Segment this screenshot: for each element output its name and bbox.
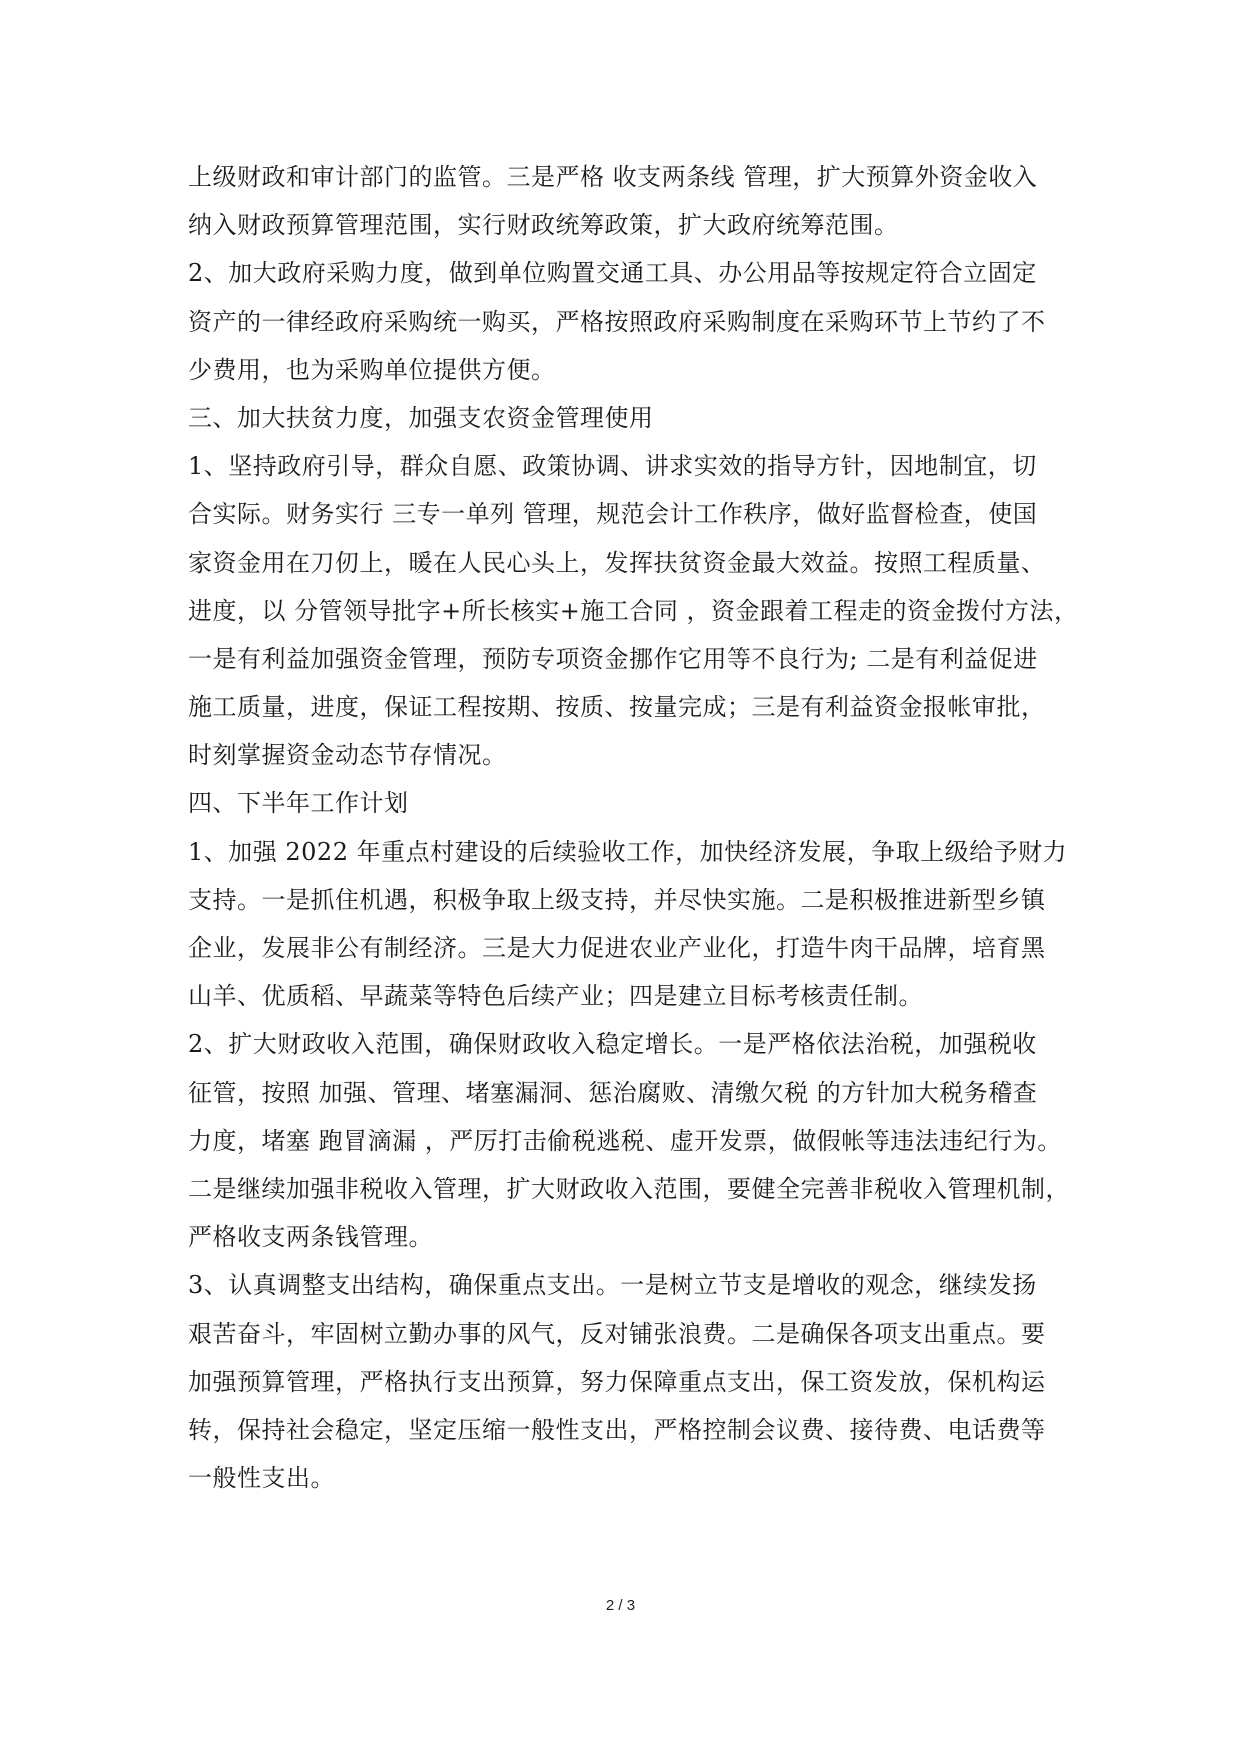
text-line: 纳入财政预算管理范围，实行财政统筹政策，扩大政府统筹范围。 <box>188 211 899 240</box>
text-line: 1、坚持政府引导，群众自愿、政策协调、讲求实效的指导方针，因地制宜，切 <box>188 452 1037 481</box>
text-line: 3、认真调整支出结构，确保重点支出。一是树立节支是增收的观念，继续发扬 <box>188 1271 1037 1300</box>
text-line: 进度，以 分管领导批字+所长核实+施工合同 ，资金跟着工程走的资金拨付方法， <box>188 596 1079 625</box>
text-line: 支持。一是抓住机遇，积极争取上级支持，并尽快实施。二是积极推进新型乡镇 <box>188 885 1046 914</box>
section-heading: 四、下半年工作计划 <box>188 789 409 818</box>
text-line: 山羊、优质稻、早蔬菜等特色后续产业；四是建立目标考核责任制。 <box>188 982 923 1011</box>
text-line: 一是有利益加强资金管理，预防专项资金挪作它用等不良行为; 二是有利益促进 <box>188 644 1038 673</box>
text-line: 企业，发展非公有制经济。三是大力促进农业产业化，打造牛肉干品牌，培育黑 <box>188 934 1046 962</box>
text-line: 2、加大政府采购力度，做到单位购置交通工具、办公用品等按规定符合立固定 <box>188 259 1037 288</box>
text-line: 力度，堵塞 跑冒滴漏 ，严厉打击偷税逃税、虚开发票，做假帐等违法违纪行为。 <box>188 1126 1062 1155</box>
section-heading: 三、加大扶贫力度，加强支农资金管理使用 <box>188 403 654 432</box>
page-number: 2 / 3 <box>605 1597 636 1614</box>
document-body <box>188 153 1079 1502</box>
text-line: 家资金用在刀仞上，暖在人民心头上，发挥扶贫资金最大效益。按照工程质量、 <box>188 548 1046 577</box>
text-line: 少费用，也为采购单位提供方便。 <box>188 355 556 384</box>
text-line: 施工质量，进度，保证工程按期、按质、按量完成；三是有利益资金报帐审批， <box>188 693 1046 722</box>
text-line: 转，保持社会稳定，坚定压缩一般性支出，严格控制会议费、接待费、电话费等 <box>188 1415 1046 1444</box>
text-line: 合实际。财务实行 三专一单列 管理，规范会计工作秩序，做好监督检查，使国 <box>188 500 1038 529</box>
text-line: 加强预算管理，严格执行支出预算，努力保障重点支出，保工资发放，保机构运 <box>188 1367 1046 1396</box>
text-line: 资产的一律经政府采购统一购买，严格按照政府采购制度在采购环节上节约了不 <box>188 307 1046 336</box>
text-line: 时刻掌握资金动态节存情况。 <box>188 741 507 770</box>
text-line: 2、扩大财政收入范围，确保财政收入稳定增长。一是严格依法治税，加强税收 <box>188 1030 1037 1059</box>
text-line: 上级财政和审计部门的监管。三是严格 收支两条线 管理，扩大预算外资金收入 <box>188 163 1038 191</box>
text-line: 二是继续加强非税收入管理，扩大财政收入范围，要健全完善非税收入管理机制， <box>188 1174 1070 1203</box>
text-line: 1、加强 2022 年重点村建设的后续验收工作，加快经济发展，争取上级给予财力 <box>188 837 1068 866</box>
text-line: 艰苦奋斗，牢固树立勤办事的风气，反对铺张浪费。二是确保各项支出重点。要 <box>188 1319 1046 1348</box>
text-line: 征管，按照 加强、管理、堵塞漏洞、惩治腐败、清缴欠税 的方针加大税务稽查 <box>188 1078 1038 1107</box>
text-line: 一般性支出。 <box>188 1464 335 1493</box>
text-line: 严格收支两条钱管理。 <box>188 1223 433 1252</box>
